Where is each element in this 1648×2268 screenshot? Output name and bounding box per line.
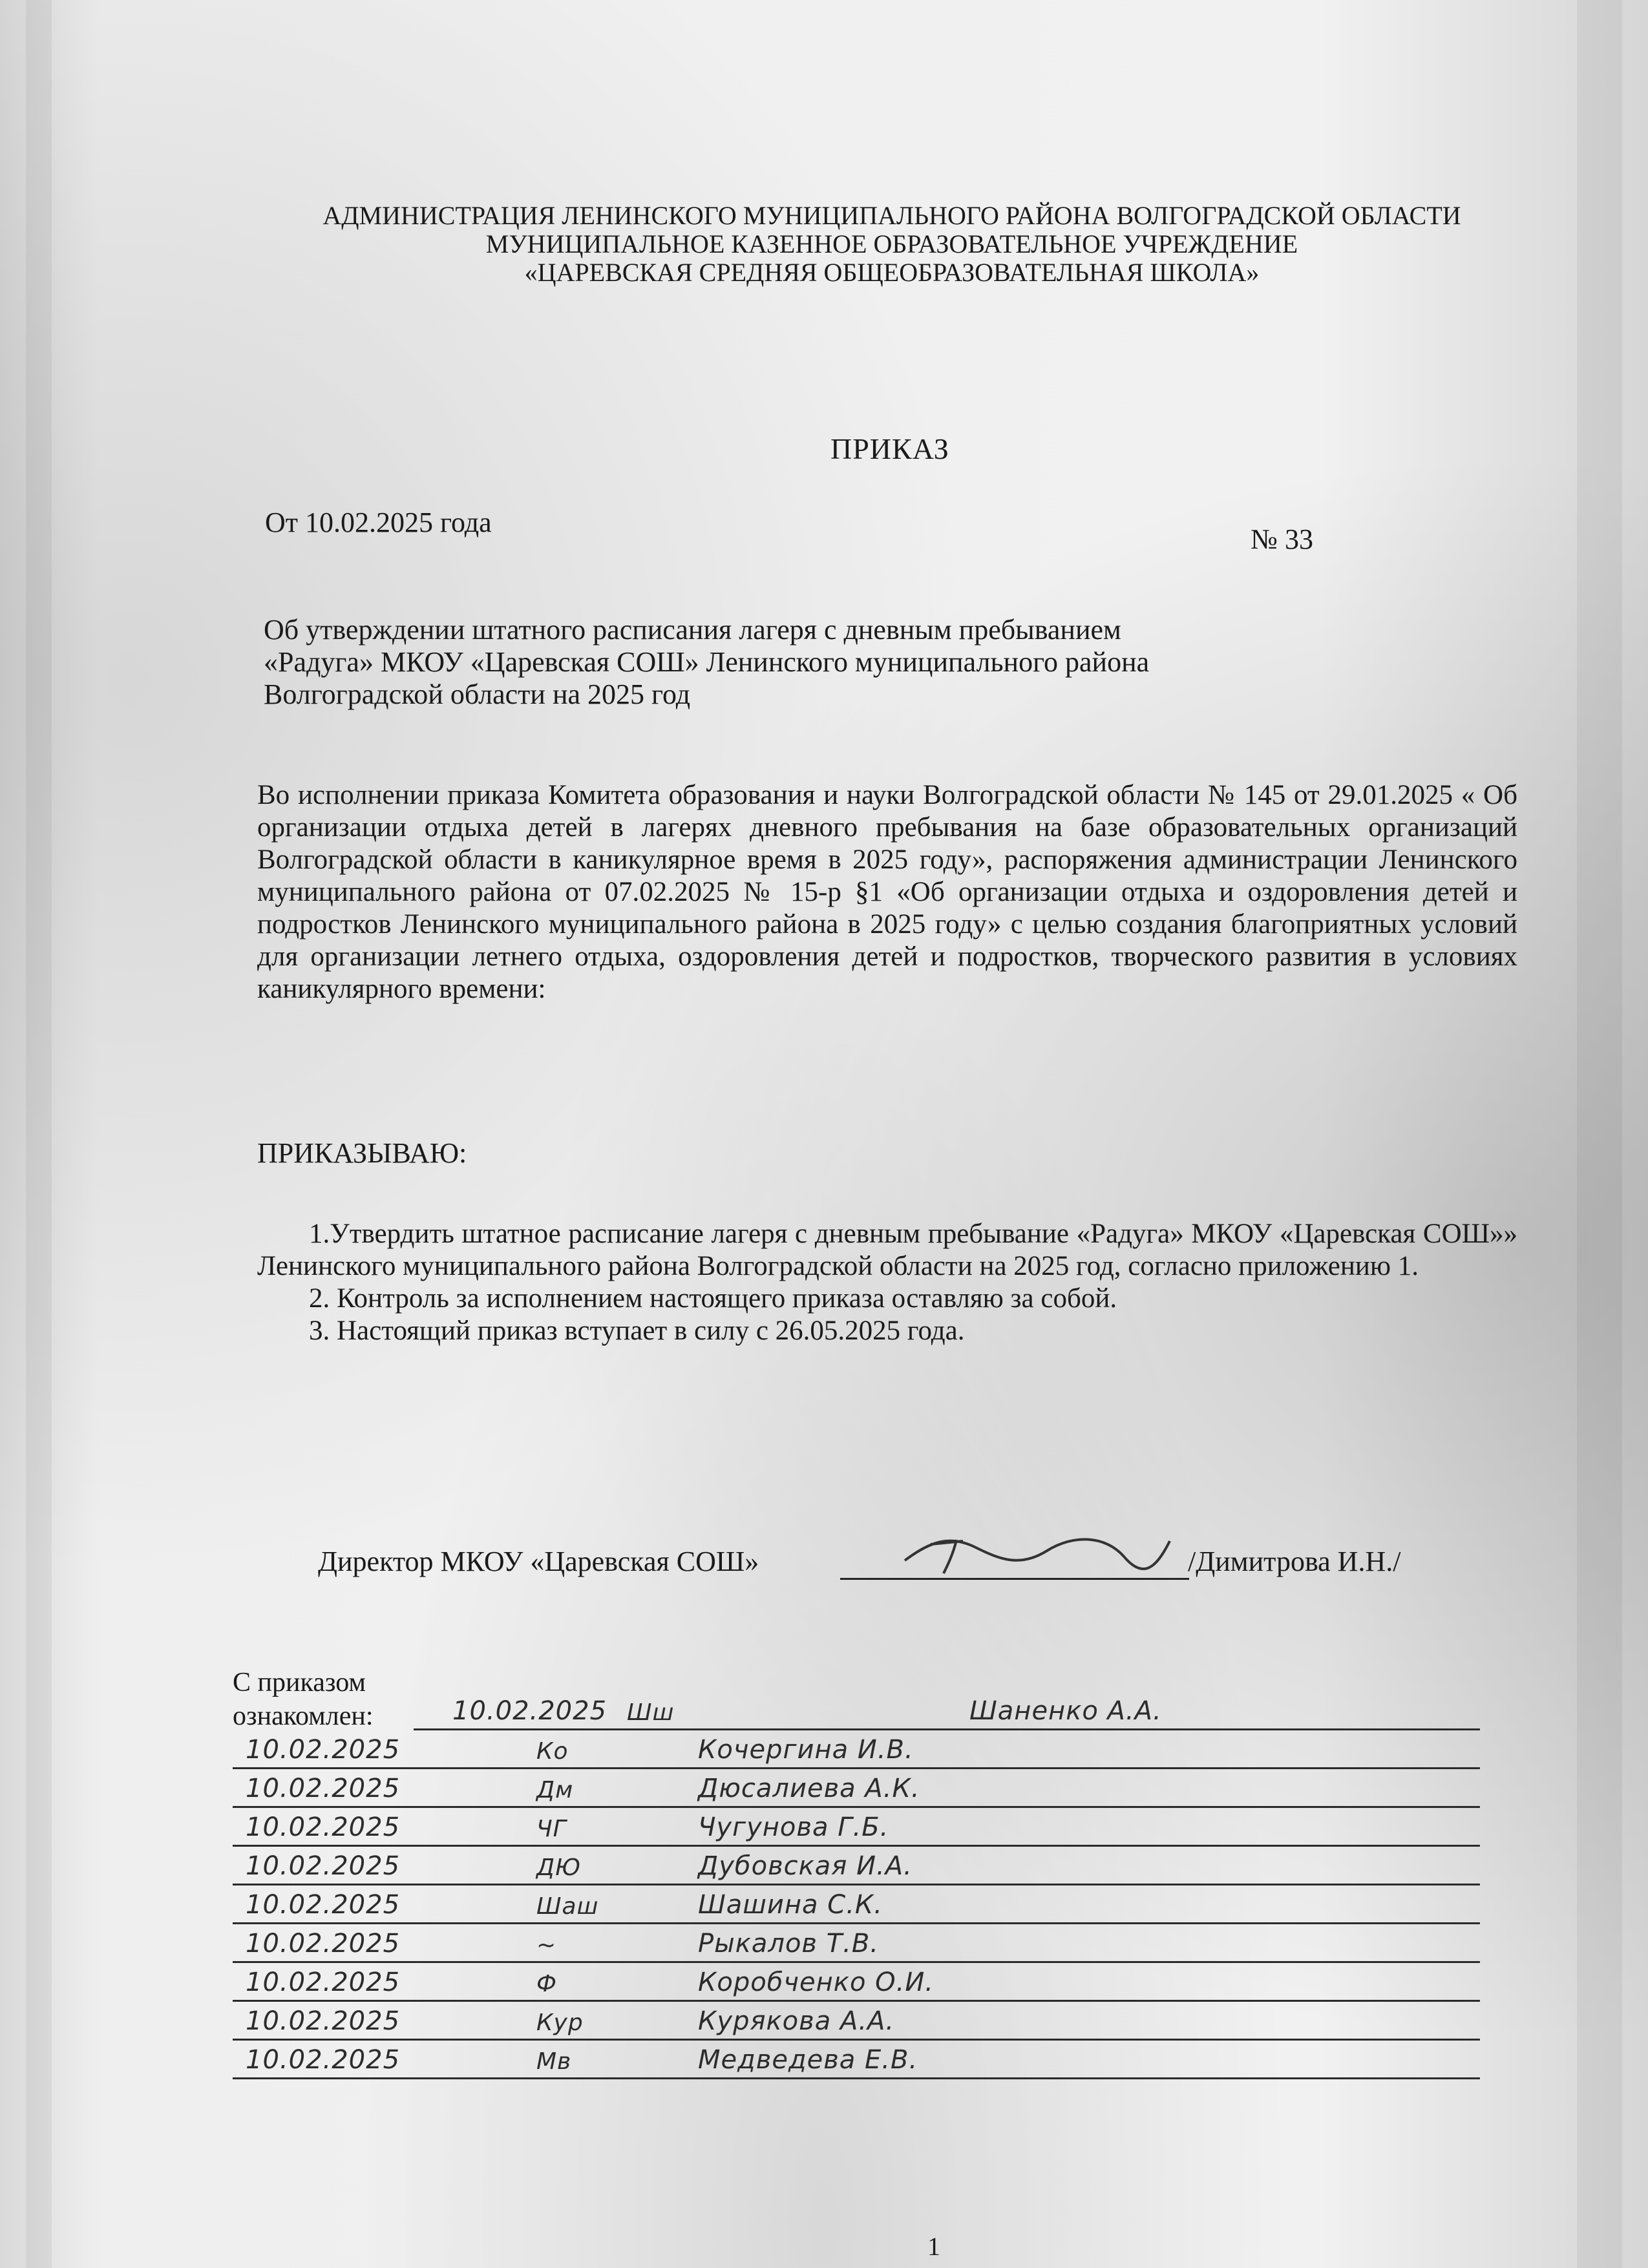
ack-signature: Ко <box>536 1738 569 1765</box>
ack-signature: Шаш <box>536 1893 599 1920</box>
letterhead <box>259 202 1525 287</box>
ack-date: 10.02.2025 <box>246 1812 401 1842</box>
ack-name: Кочергина И.В. <box>698 1735 914 1765</box>
acknowledgement-row <box>233 2041 1480 2079</box>
order-item-2: 2. Контроль за исполнением настоящего приказа оставляю за собой. <box>309 1283 1117 1314</box>
subject-line-3: Волгоградской области на 2025 год <box>264 678 691 710</box>
order-subject <box>264 614 1149 711</box>
ack-name: Коробченко О.И. <box>698 1968 934 1997</box>
ack-signature: Ф <box>536 1971 557 1997</box>
acknowledgement-row <box>233 1808 1480 1847</box>
acknowledgement-row <box>414 1692 1480 1730</box>
order-item-1: 1.Утвердить штатное расписание лагеря с дневным пребывание «Радуга» МКОУ «Царевская СОШ»» Ленинского муниципального района Волгоградской области на 2025 год, согласно приложению 1. <box>257 1219 1517 1281</box>
letterhead-line-1: АДМИНИСТРАЦИЯ ЛЕНИНСКОГО МУНИЦИПАЛЬНОГО РАЙОНА ВОЛГОГРАДСКОЙ ОБЛАСТИ <box>322 201 1461 230</box>
acknowledgement-row <box>233 1885 1480 1924</box>
ack-label-line-1: С приказом <box>233 1668 366 1697</box>
ack-label-line-2: ознакомлен: <box>233 1701 374 1731</box>
ack-date: 10.02.2025 <box>246 2045 401 2075</box>
ack-signature: ЧГ <box>536 1816 567 1842</box>
ack-name: Медведева Е.В. <box>698 2045 918 2075</box>
ack-name: Чугунова Г.Б. <box>698 1812 889 1842</box>
ack-signature: ДЮ <box>536 1854 581 1881</box>
order-date: От 10.02.2025 года <box>265 507 492 538</box>
acknowledgement-table <box>233 1692 1480 2079</box>
order-items <box>257 1218 1517 1347</box>
ack-date: 10.02.2025 <box>246 1851 401 1881</box>
order-item-3: 3. Настоящий приказ вступает в силу с 26.05.2025 года. <box>309 1316 965 1346</box>
ack-name: Курякова А.А. <box>698 2006 895 2036</box>
ack-signature: Дм <box>536 1777 574 1803</box>
acknowledgement-row <box>233 1963 1480 2002</box>
ack-date: 10.02.2025 <box>246 1968 401 1997</box>
ack-signature: ~ <box>536 1932 557 1958</box>
order-number: № 33 <box>1251 523 1313 555</box>
ack-date: 10.02.2025 <box>246 1735 401 1765</box>
ack-signature: Шш <box>627 1699 675 1726</box>
ack-name: Дубовская И.А. <box>698 1851 913 1881</box>
acknowledgement-row <box>233 1924 1480 1963</box>
directive-heading: ПРИКАЗЫВАЮ: <box>257 1137 467 1169</box>
director-name: /Димитрова И.Н./ <box>1188 1546 1401 1577</box>
ack-signature: Мв <box>536 2048 572 2075</box>
ack-name: Шашина С.К. <box>698 1890 883 1920</box>
ack-signature: Кур <box>536 2010 584 2036</box>
preamble-paragraph: Во исполнении приказа Комитета образования и науки Волгоградской области № 145 от 29.01.2025 « Об организации отдыха детей в лагерях дневного пребывания на базе образовательных организаций Волгоградской области в каникулярное время в 2025 году», распоряжения администрации Ленинского муниципального района от 07.02.2025 № 15-р §1 «Об организации отдыха и оздоровления детей и подростков Ленинского муниципального района в 2025 году» с целью создания благоприятных условий для организации летнего отдыха, оздоровления детей и подростков, творческого развития в условиях каникулярного времени: <box>257 780 1517 1004</box>
letterhead-line-2: МУНИЦИПАЛЬНОЕ КАЗЕННОЕ ОБРАЗОВАТЕЛЬНОЕ УЧРЕЖДЕНИЕ <box>485 229 1298 258</box>
acknowledgement-row <box>233 1730 1480 1769</box>
scan-streak <box>1577 0 1622 2268</box>
subject-line-1: Об утверждении штатного расписания лагеря с дневным пребыванием <box>264 614 1121 646</box>
acknowledgement-row <box>233 1769 1480 1808</box>
document-title: ПРИКАЗ <box>830 432 949 465</box>
ack-date: 10.02.2025 <box>246 1890 401 1920</box>
director-position: Директор МКОУ «Царевская СОШ» <box>318 1546 759 1577</box>
acknowledgement-row <box>233 1847 1480 1885</box>
subject-line-2: «Радуга» МКОУ «Царевская СОШ» Ленинского муниципального района <box>264 646 1150 678</box>
director-signature-icon <box>892 1522 1176 1586</box>
ack-date: 10.02.2025 <box>452 1696 607 1726</box>
ack-name: Дюсалиева А.К. <box>698 1774 920 1803</box>
ack-date: 10.02.2025 <box>246 1929 401 1958</box>
ack-name: Шаненко А.А. <box>969 1696 1162 1726</box>
ack-name: Рыкалов Т.В. <box>698 1929 880 1958</box>
ack-date: 10.02.2025 <box>246 2006 401 2036</box>
scan-streak <box>26 0 52 2268</box>
ack-date: 10.02.2025 <box>246 1774 401 1803</box>
acknowledgement-row <box>233 2002 1480 2041</box>
page-number: 1 <box>927 2232 940 2261</box>
letterhead-line-3: «ЦАРЕВСКАЯ СРЕДНЯЯ ОБЩЕОБРАЗОВАТЕЛЬНАЯ ШКОЛА» <box>524 258 1260 287</box>
